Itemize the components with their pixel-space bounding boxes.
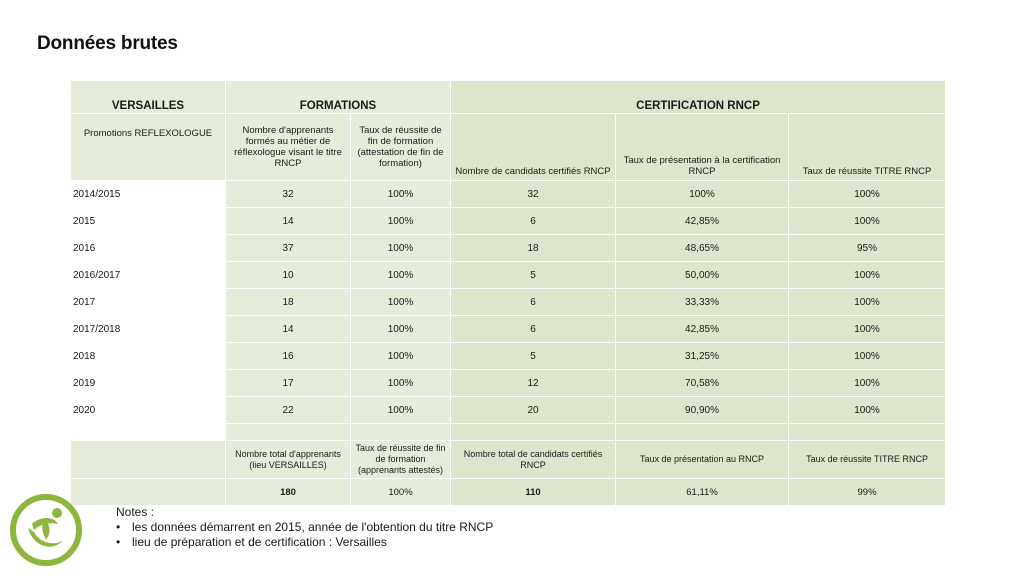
cell-presentation: 33,33%: [616, 289, 789, 316]
totals-header-candidats: Nombre total de candidats certifiés RNCP: [451, 441, 616, 479]
cell-reussite-fin: 100%: [351, 208, 451, 235]
table-row: [71, 370, 946, 397]
cell-candidats: 5: [451, 262, 616, 289]
table-row: [71, 181, 946, 208]
bullet-icon: •: [116, 520, 121, 534]
cell-presentation: 42,85%: [616, 316, 789, 343]
cell-candidats: 6: [451, 208, 616, 235]
header-taux-reussite-fin: Taux de réussite de fin de formation (attestation de fin de formation): [351, 114, 451, 181]
header-promotions: Promotions REFLEXOLOGUE: [71, 114, 226, 181]
total-reussite-fin: 100%: [351, 479, 451, 506]
cell-promo: 2020: [71, 397, 226, 424]
cell-titre: 100%: [789, 370, 946, 397]
header-taux-titre: Taux de réussite TITRE RNCP: [789, 114, 946, 181]
cell-reussite-fin: 100%: [351, 370, 451, 397]
cell-promo: 2017/2018: [71, 316, 226, 343]
cell-promo: 2017: [71, 289, 226, 316]
cell-candidats: 6: [451, 316, 616, 343]
bullet-icon: •: [116, 535, 121, 549]
table-row: [71, 235, 946, 262]
cell-presentation: 31,25%: [616, 343, 789, 370]
header-taux-presentation: Taux de présentation à la certification RNCP: [616, 114, 789, 181]
totals-row: [71, 479, 946, 506]
cell-presentation: 42,85%: [616, 208, 789, 235]
cell-presentation: 90,90%: [616, 397, 789, 424]
table-row: [71, 343, 946, 370]
spacer-row: [71, 424, 946, 441]
cell-reussite-fin: 100%: [351, 289, 451, 316]
notes-section: [116, 505, 493, 550]
total-titre: 99%: [789, 479, 946, 506]
cell-apprenants: 10: [226, 262, 351, 289]
cell-promo: 2014/2015: [71, 181, 226, 208]
cell-apprenants: 22: [226, 397, 351, 424]
table-row: [71, 289, 946, 316]
person-leaf-logo-icon: [10, 494, 82, 566]
cell-apprenants: 14: [226, 316, 351, 343]
note-item: • lieu de préparation et de certification : Versailles: [116, 535, 387, 549]
cell-titre: 100%: [789, 262, 946, 289]
header-nb-candidats: Nombre de candidats certifiés RNCP: [451, 114, 616, 181]
totals-header-reussite-fin: Taux de réussite de fin de formation (apprenants attestés): [351, 441, 451, 479]
cell-presentation: 100%: [616, 181, 789, 208]
cell-titre: 100%: [789, 343, 946, 370]
cell-promo: 2016: [71, 235, 226, 262]
totals-header-row: [71, 441, 946, 479]
group-site: VERSAILLES: [71, 81, 226, 114]
page-title: Données brutes: [37, 33, 178, 54]
cell-presentation: 48,65%: [616, 235, 789, 262]
cell-promo: 2015: [71, 208, 226, 235]
total-candidats: 110: [451, 479, 616, 506]
cell-promo: 2016/2017: [71, 262, 226, 289]
results-table: [70, 80, 946, 506]
cell-candidats: 18: [451, 235, 616, 262]
cell-presentation: 50,00%: [616, 262, 789, 289]
totals-header-presentation: Taux de présentation au RNCP: [616, 441, 789, 479]
table-row: [71, 316, 946, 343]
table-row: [71, 208, 946, 235]
cell-reussite-fin: 100%: [351, 235, 451, 262]
totals-header-apprenants: Nombre total d'apprenants (lieu VERSAILLES): [226, 441, 351, 479]
group-header-row: [71, 81, 946, 114]
cell-apprenants: 37: [226, 235, 351, 262]
totals-header-titre: Taux de réussite TITRE RNCP: [789, 441, 946, 479]
cell-titre: 100%: [789, 289, 946, 316]
table-row: [71, 262, 946, 289]
cell-reussite-fin: 100%: [351, 343, 451, 370]
cell-apprenants: 32: [226, 181, 351, 208]
cell-apprenants: 14: [226, 208, 351, 235]
cell-reussite-fin: 100%: [351, 397, 451, 424]
column-header-row: [71, 114, 946, 181]
cell-candidats: 6: [451, 289, 616, 316]
cell-promo: 2018: [71, 343, 226, 370]
cell-titre: 100%: [789, 316, 946, 343]
total-presentation: 61,11%: [616, 479, 789, 506]
cell-candidats: 5: [451, 343, 616, 370]
cell-reussite-fin: 100%: [351, 262, 451, 289]
cell-titre: 95%: [789, 235, 946, 262]
cell-apprenants: 16: [226, 343, 351, 370]
cell-candidats: 20: [451, 397, 616, 424]
notes-title: Notes :: [116, 505, 155, 519]
group-formations: FORMATIONS: [226, 81, 451, 114]
total-apprenants: 180: [226, 479, 351, 506]
cell-titre: 100%: [789, 181, 946, 208]
cell-reussite-fin: 100%: [351, 181, 451, 208]
header-nb-apprenants: Nombre d'apprenants formés au métier de réflexologue visant le titre RNCP: [226, 114, 351, 181]
cell-apprenants: 17: [226, 370, 351, 397]
group-certification: CERTIFICATION RNCP: [451, 81, 946, 114]
table-row: [71, 397, 946, 424]
cell-candidats: 32: [451, 181, 616, 208]
cell-presentation: 70,58%: [616, 370, 789, 397]
cell-reussite-fin: 100%: [351, 316, 451, 343]
cell-titre: 100%: [789, 208, 946, 235]
cell-apprenants: 18: [226, 289, 351, 316]
note-item: • les données démarrent en 2015, année de l'obtention du titre RNCP: [116, 520, 494, 534]
cell-promo: 2019: [71, 370, 226, 397]
cell-candidats: 12: [451, 370, 616, 397]
cell-titre: 100%: [789, 397, 946, 424]
